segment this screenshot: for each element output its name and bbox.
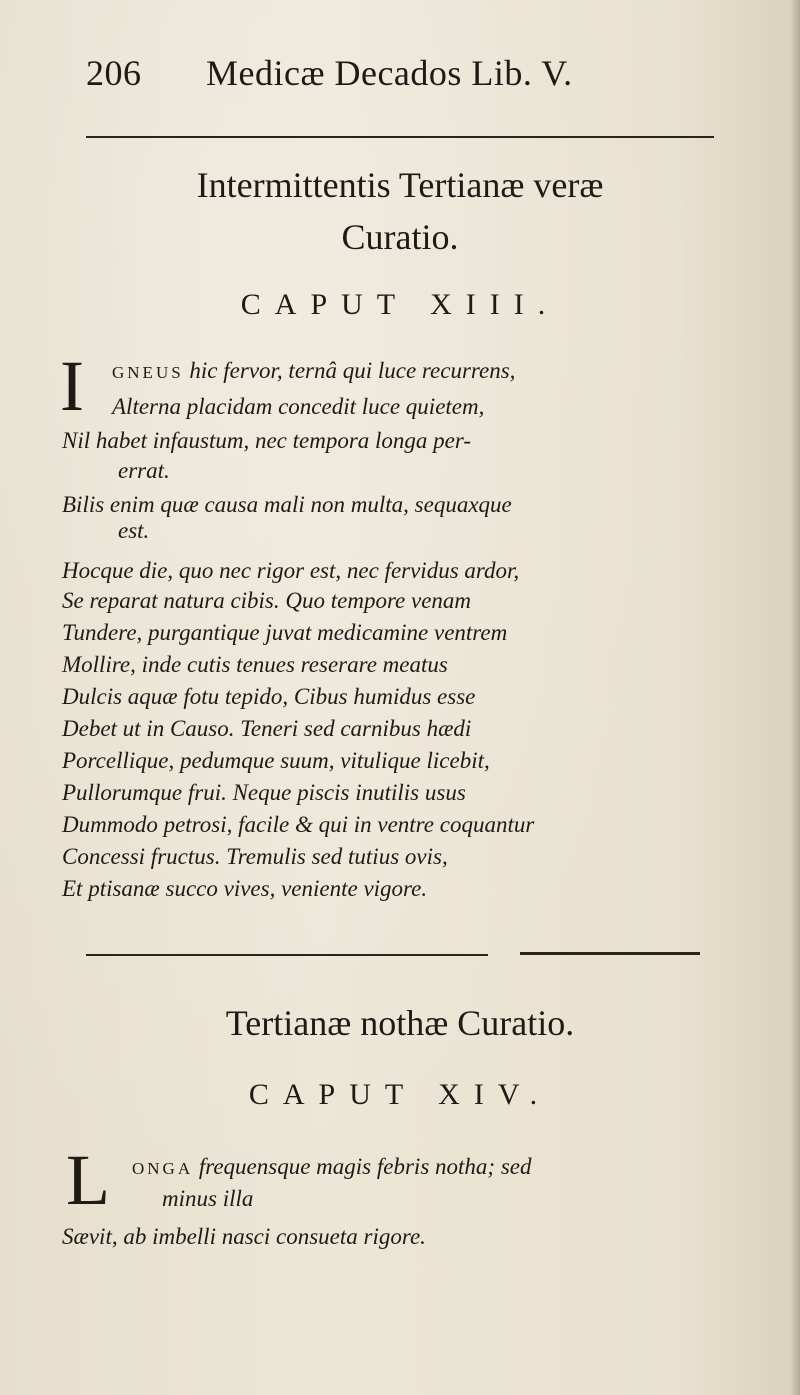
- running-title: Medicæ Decados Lib. V.: [206, 53, 573, 93]
- verse-line: [132, 1152, 800, 1184]
- verse-line: errat.: [118, 458, 170, 483]
- verse-line: est.: [118, 518, 150, 543]
- verse-text: hic fervor, ternâ qui luce recurrens,: [189, 358, 516, 383]
- chapter-number: CAPUT XIII.: [240, 288, 560, 321]
- opening-word-caps: GNEUS: [112, 363, 184, 382]
- verse-text: frequensque magis febris notha; sed: [198, 1154, 532, 1179]
- section-divider: [520, 952, 700, 955]
- verse-line: Dummodo petrosi, facile & qui in ventre coquantur: [62, 812, 535, 837]
- page-number: 206: [86, 53, 142, 93]
- verse-line: Sævit, ab imbelli nasci consueta rigore.: [62, 1224, 426, 1249]
- verse-line: Nil habet infaustum, nec tempora longa per-: [62, 428, 472, 453]
- verse-line: Bilis enim quæ causa mali non multa, sequaxque: [62, 492, 512, 517]
- drop-initial: L: [66, 1140, 110, 1220]
- chapter-heading: Intermittentis Tertianæ veræ: [196, 165, 604, 205]
- verse-line: Concessi fructus. Tremulis sed tutius ovis,: [62, 844, 448, 869]
- verse-line: Tundere, purgantique juvat medicamine ventrem: [62, 620, 508, 645]
- running-head: [86, 52, 716, 102]
- verse-line: Pullorumque frui. Neque piscis inutilis usus: [62, 780, 466, 805]
- opening-word-caps: ONGA: [132, 1159, 194, 1178]
- verse-line: [112, 356, 792, 388]
- verse-line: Mollire, inde cutis tenues reserare meatus: [62, 652, 448, 677]
- verse-line: Dulcis aquæ fotu tepido, Cibus humidus esse: [62, 684, 476, 709]
- verse-line: Se reparat natura cibis. Quo tempore venam: [62, 588, 472, 613]
- verse-line: Porcellique, pedumque suum, vitulique licebit,: [62, 748, 490, 773]
- verse-line: Alterna placidam concedit luce quietem,: [112, 394, 485, 419]
- drop-initial: I: [60, 346, 84, 426]
- section-divider: [86, 954, 488, 956]
- verse-line: Hocque die, quo nec rigor est, nec fervidus ardor,: [62, 558, 520, 583]
- chapter-number: CAPUT XIV.: [248, 1078, 552, 1111]
- verse-line: Debet ut in Causo. Teneri sed carnibus hædi: [62, 716, 472, 741]
- chapter-heading: Tertianæ nothæ Curatio.: [225, 1003, 575, 1043]
- verse-line: Et ptisanæ succo vives, veniente vigore.: [62, 876, 428, 901]
- verse-line: minus illa: [162, 1186, 254, 1211]
- chapter-heading-continued: Curatio.: [341, 217, 459, 257]
- header-rule: [86, 136, 714, 138]
